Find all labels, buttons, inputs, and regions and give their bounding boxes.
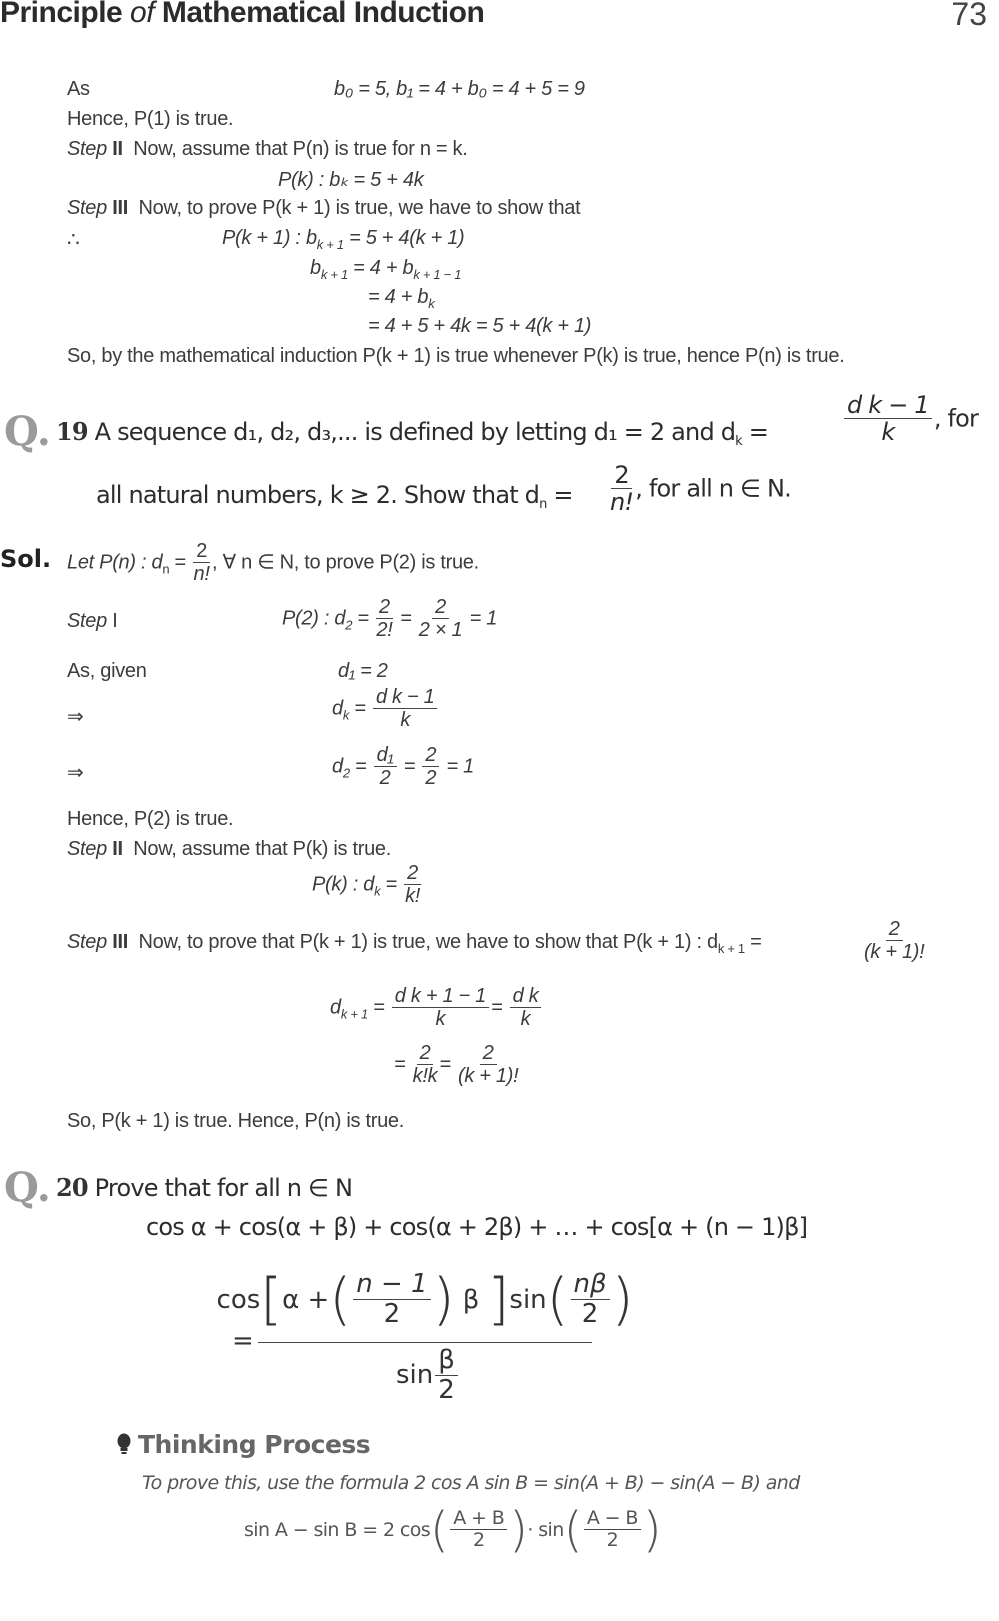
q20-numerator: cos [ α + ( $\frac{n - 1}{2}$ ) β ] sin ( $\frac{n\beta}{2}$ ) <box>258 1258 592 1343</box>
dk1-calc: $d_{k + 1}$ = $\frac{\text{d k + 1 − 1}}{k}$ = $\frac{\text{d k}}{k}$ <box>330 985 543 1031</box>
question-19-fraction: $\frac{\text{d k − 1}}{k}$ , for <box>842 392 978 447</box>
hence-p1: Hence, P(1) is true. <box>67 108 234 130</box>
page-number: 73 <box>951 0 987 32</box>
implies-arrow-2: ⇒ <box>67 762 84 784</box>
step2-line: Step II Now, assume that P(n) is true for n = k. <box>67 138 468 160</box>
question-19-fraction2: $\frac{2}{n!}$ , for all n ∈ N. <box>610 461 791 517</box>
question-19-heading <box>4 408 51 455</box>
pk-statement: P(k) : bₖ = 5 + 4k <box>278 169 424 191</box>
q20-lhs: cos α + cos(α + β) + cos(α + 2β) + … + cos[α + (n − 1)β] <box>146 1213 808 1241</box>
dk1-calc-2: = $\frac{2}{k!k}$ = $\frac{2}{(k + 1)!}$ <box>394 1042 519 1087</box>
thinking-formula: sin A − sin B = 2 cos ( $\frac{A + B}{2}$ ) · sin ( $\frac{A - B}{2}$ ) <box>244 1502 662 1558</box>
implies-arrow-1: ⇒ <box>67 706 84 728</box>
dk-definition: $d_k$ = $\frac{\text{d k − 1}}{k}$ <box>332 686 439 732</box>
q-mark-icon: Q. <box>4 408 51 455</box>
question-20-heading <box>4 1164 51 1211</box>
b-values: b₀ = 5, b₁ = 4 + b₀ = 4 + 5 = 9 <box>334 78 585 100</box>
pk1-statement: P(k + 1) : $b_{k + 1} = 5 + 4(k + 1)$ <box>222 227 465 252</box>
thinking-text: To prove this, use the formula 2 cos A sin B = sin(A + B) − sin(A − B) and <box>142 1472 800 1494</box>
sol-intro: Let P(n) : $d_n$ = $\frac{2}{n!}$ , ∀ n ∈ N, to prove P(2) is true. <box>67 540 479 585</box>
eq2: = $4 + b_k$ <box>368 286 435 311</box>
lightbulb-icon <box>116 1433 132 1457</box>
pk-dk: P(k) : $d_k$ = $\frac{2}{k!}$ <box>312 862 421 907</box>
eq1: $b_{k + 1} = 4 + b_{k + 1 - 1}$ <box>310 257 462 282</box>
step1-expr: P(2) : $d_2$ = $\frac{2}{2!}$ = $\frac{2}{2 \times 1}$ = 1 <box>282 596 498 641</box>
solution-label: Sol. <box>0 545 52 573</box>
q20-denominator: sin $\frac{\beta}{2}$ <box>396 1346 460 1405</box>
eq3: = 4 + 5 + 4k = 5 + 4(k + 1) <box>368 315 592 337</box>
given-label: As, given <box>67 660 147 682</box>
chapter-title: Principle of Mathematical Induction <box>0 0 485 29</box>
d2-calc: $d_2$ = $\frac{\text{d₁}}{2}$ = $\frac{2}{2}$ = 1 <box>332 744 474 789</box>
step3-fraction: $\frac{2}{(k + 1)!}$ <box>864 918 925 963</box>
question-19-line2: all natural numbers, k ≥ 2. Show that $d_n$ = <box>96 481 573 512</box>
sol19-conclusion: So, P(k + 1) is true. Hence, P(n) is true. <box>67 1110 404 1132</box>
given-expr: d₁ = 2 <box>338 660 388 682</box>
step1-label: Step I <box>67 610 118 632</box>
q18-conclusion: So, by the mathematical induction P(k + 1) is true whenever P(k) is true, hence P(n) is true. <box>67 345 845 367</box>
sol-step3: Step III Now, to prove that P(k + 1) is true, we have to show that P(k + 1) : $d_{k + 1}$ = <box>67 931 762 956</box>
therefore-symbol: ∴ <box>67 229 80 251</box>
sol-step2: Step II Now, assume that P(k) is true. <box>67 838 392 860</box>
q20-equals: = <box>232 1326 254 1356</box>
step3-line: Step III Now, to prove P(k + 1) is true, we have to show that <box>67 197 581 219</box>
as-label: As <box>67 78 90 100</box>
q-mark-icon: Q. <box>4 1164 51 1211</box>
thinking-process-heading: Thinking Process <box>116 1430 370 1459</box>
hence-p2: Hence, P(2) is true. <box>67 808 234 830</box>
question-19-line1: 19 A sequence d₁, d₂, d₃,... is defined by letting d₁ = 2 and $d_k$ = <box>56 417 769 449</box>
question-20-text: 20 Prove that for all n ∈ N <box>56 1173 353 1202</box>
